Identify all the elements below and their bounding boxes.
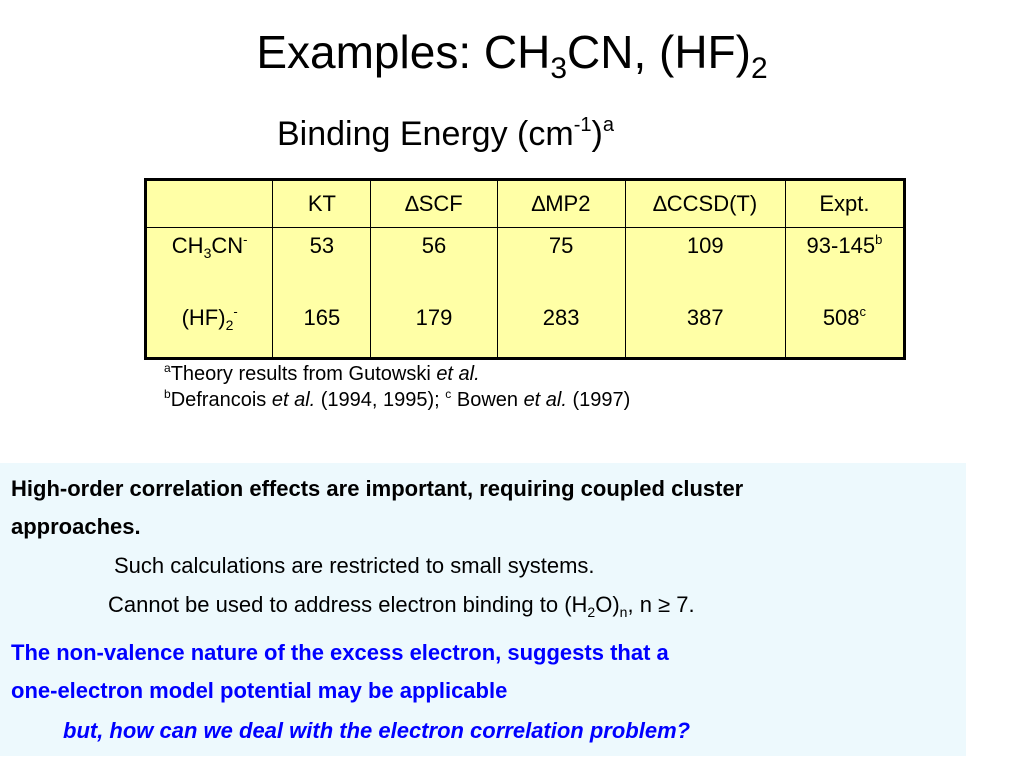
summary-blue-line-3: but, how can we deal with the electron correlation problem? xyxy=(63,718,691,743)
footnotes xyxy=(164,361,630,413)
header-cell-scf: ∆SCF xyxy=(371,180,497,228)
value-hf2-kt: 165 xyxy=(303,305,341,330)
summary-bold-line-2: approaches. xyxy=(11,514,141,539)
value-ch3cn-ccsdt: 109 xyxy=(686,233,724,258)
header-cell-kt: KT xyxy=(273,180,371,228)
expt-values-cell xyxy=(785,228,904,359)
summary-box xyxy=(0,463,966,756)
mp2-values-cell xyxy=(497,228,625,359)
footnote-bc: $^b$Defrancois et al. (1994, 1995); $^c$ Bowen et al. (1997) xyxy=(164,387,631,411)
scf-values-cell xyxy=(371,228,497,359)
summary-line-4: Cannot be used to address electron binding to $(H_2O)_n$, n ≥ 7. xyxy=(108,592,695,620)
kt-values-cell xyxy=(273,228,371,359)
molecule-cell xyxy=(146,228,273,359)
summary-bold-line-1: High-order correlation effects are important, requiring coupled cluster xyxy=(11,476,744,501)
molecule-hf2: $(HF)_2^-$ xyxy=(181,304,238,333)
binding-energy-table xyxy=(144,178,906,360)
value-ch3cn-mp2: 75 xyxy=(548,233,574,258)
ccsdt-values-cell xyxy=(625,228,785,359)
value-hf2-expt: 508$^c$ xyxy=(822,304,867,330)
value-ch3cn-scf: 56 xyxy=(421,233,447,258)
value-hf2-scf: 179 xyxy=(415,305,453,330)
table-row xyxy=(146,228,905,359)
table-header-row xyxy=(146,180,905,228)
header-cell-blank xyxy=(146,180,273,228)
header-cell-mp2: ∆MP2 xyxy=(497,180,625,228)
molecule-ch3cn: $CH_3CN^-$ xyxy=(171,232,248,261)
value-hf2-mp2: 283 xyxy=(542,305,580,330)
value-ch3cn-expt: 93-145$^b$ xyxy=(806,232,883,258)
value-ch3cn-kt: 53 xyxy=(309,233,335,258)
summary-blue-line-1: The non-valence nature of the excess electron, suggests that a xyxy=(11,640,669,665)
value-hf2-ccsdt: 387 xyxy=(686,305,724,330)
summary-line-3: Such calculations are restricted to small systems. xyxy=(114,553,595,578)
header-cell-ccsdt: ∆CCSD(T) xyxy=(625,180,785,228)
summary-blue-line-2: one-electron model potential may be applicable xyxy=(11,678,508,703)
table-caption: Binding Energy $(cm^{-1})^a$ xyxy=(277,114,614,153)
footnote-a: $^a$Theory results from Gutowski et al. xyxy=(164,361,480,385)
slide-title: Examples: $CH_3CN$, $(HF)_2$ xyxy=(256,26,768,85)
header-cell-expt: Expt. xyxy=(785,180,904,228)
